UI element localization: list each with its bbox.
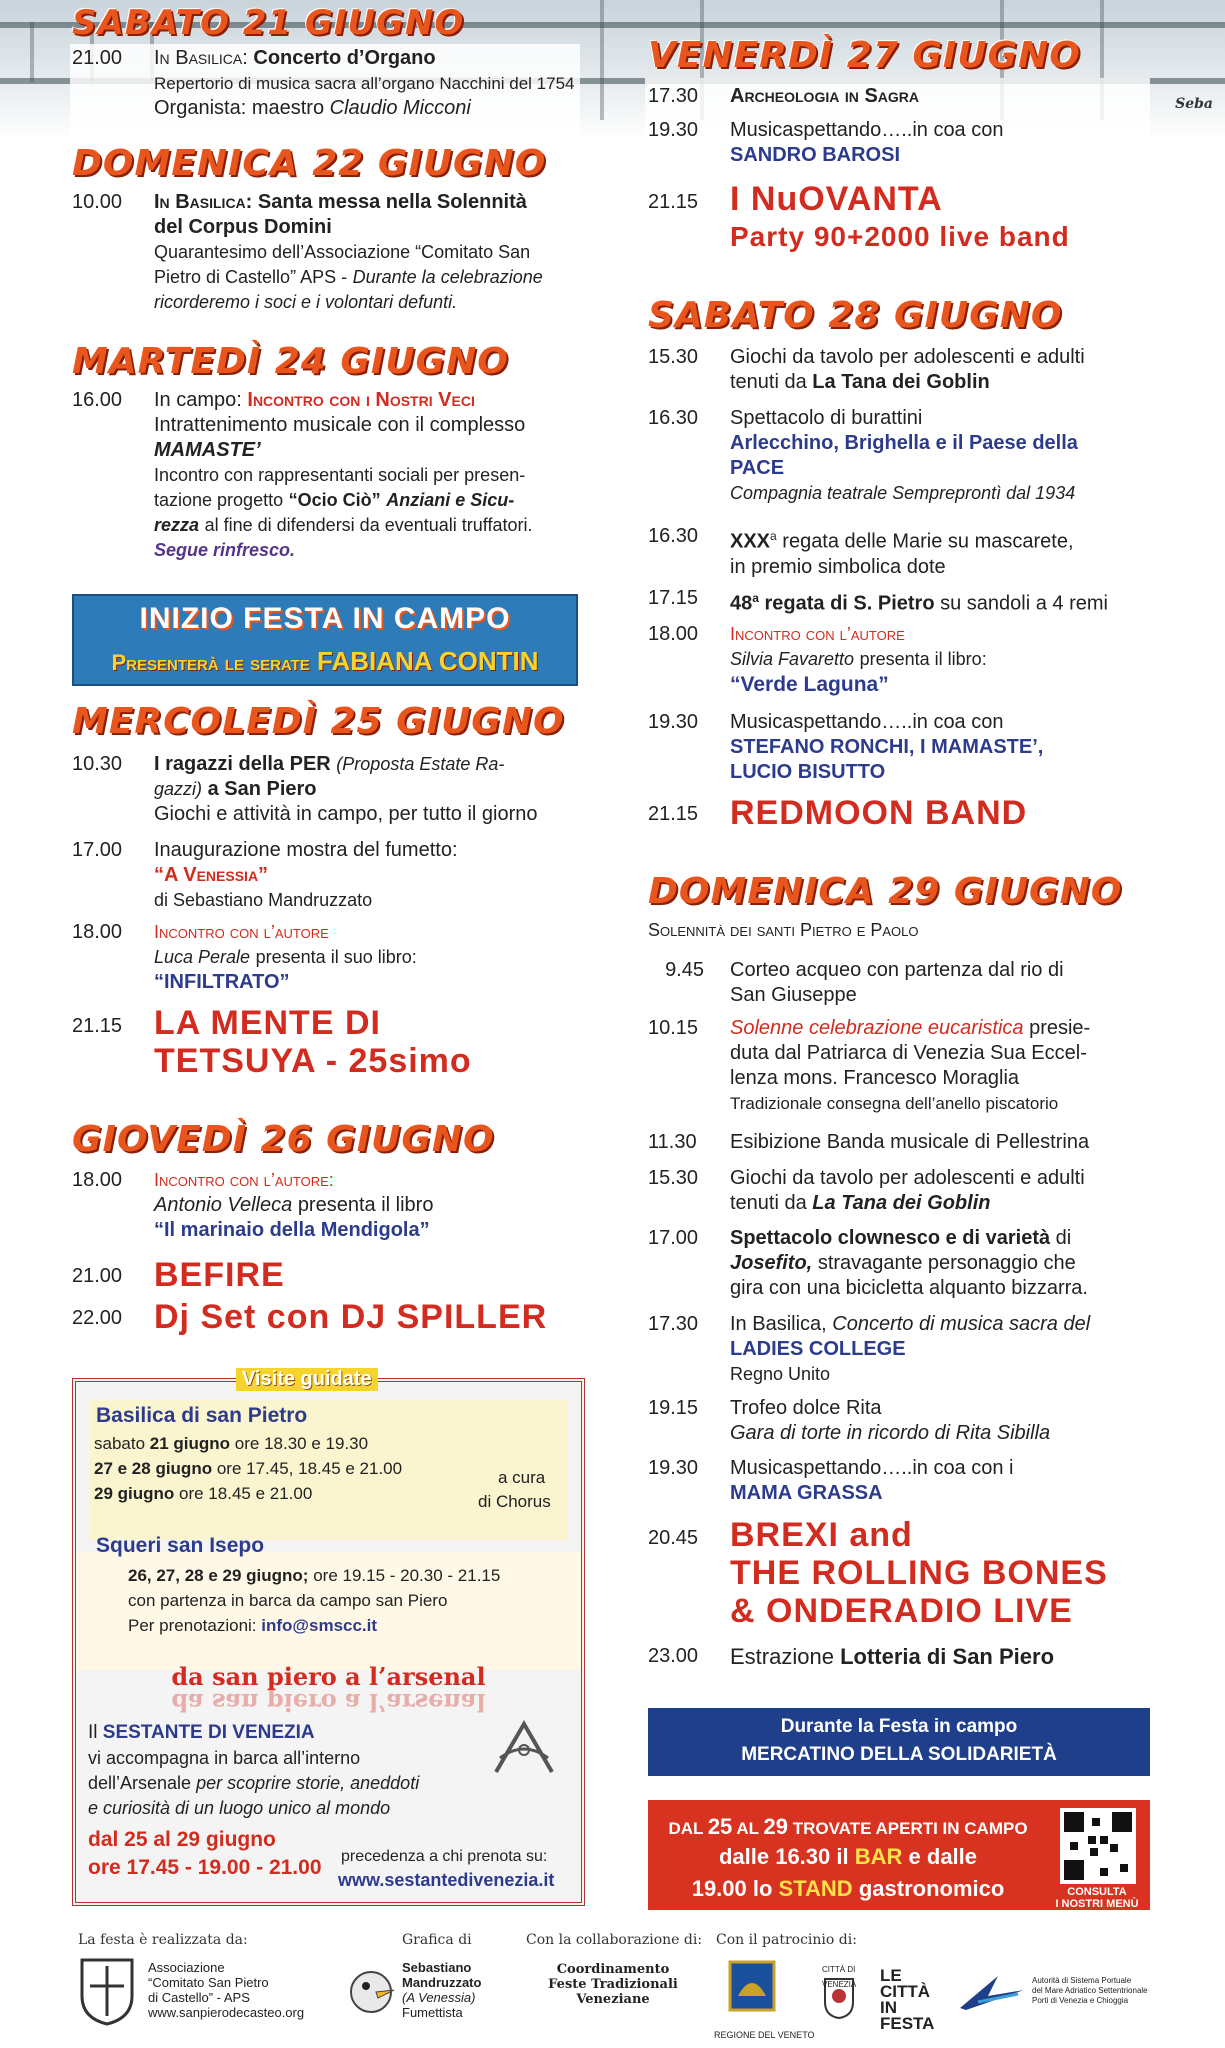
book-title: “Verde Laguna” xyxy=(730,673,889,696)
event-title: Musicaspettando…..in coa con xyxy=(730,711,1004,733)
booking-email[interactable]: info@smscc.it xyxy=(261,1616,378,1635)
menu-caption-1: CONSULTA xyxy=(1067,1886,1127,1898)
basilica-line-2 xyxy=(94,1459,402,1479)
author-name: Silvia Favaretto xyxy=(730,649,855,669)
arsenal-line-3 xyxy=(88,1773,419,1794)
day-subtitle-dom29: Solennità dei santi Pietro e Paolo xyxy=(648,920,919,940)
menu-qr-code-icon[interactable] xyxy=(1060,1808,1136,1884)
arsenal-line-1 xyxy=(88,1722,315,1744)
event-title: Incontro con l’autore xyxy=(154,922,329,942)
graphics-line: (A Venessia) xyxy=(402,1990,476,2005)
bar-text: 19.00 lo xyxy=(691,1876,773,1901)
lottery-name: Lotteria di San Piero xyxy=(840,1644,1055,1669)
event-desc: stravagante personaggio che xyxy=(817,1252,1076,1274)
artist-names: STEFANO RONCHI, I MAMASTE’, xyxy=(730,736,1044,758)
tour-times: ore 18.30 e 19.30 xyxy=(234,1434,369,1453)
arsenal-text: per scoprire storie, aneddoti xyxy=(196,1773,420,1793)
event-title: Spettacolo clownesco e di varietà xyxy=(730,1227,1051,1249)
association-line: “Comitato San Pietro xyxy=(148,1975,269,1990)
tour-times: ore 17.45, 18.45 e 21.00 xyxy=(216,1459,403,1478)
basilica-title: Basilica di san Pietro xyxy=(96,1404,308,1427)
graphics-info xyxy=(402,1960,481,2020)
exhibit-title: “A Venessia” xyxy=(154,864,269,886)
event-time: 21.15 xyxy=(648,803,699,825)
solidarity-market-banner xyxy=(648,1708,1150,1776)
show-title-2: PACE xyxy=(730,457,785,479)
event-time: 16.30 xyxy=(648,525,699,547)
bar-date: 25 xyxy=(707,1814,733,1839)
event-desc: presie- xyxy=(1029,1017,1091,1039)
arsenal-times: ore 17.45 - 19.00 - 21.00 xyxy=(88,1856,322,1879)
event-title: regata di S. Pietro xyxy=(764,592,935,615)
collab-info xyxy=(548,1962,678,2007)
band-name: MAMASTE’ xyxy=(154,439,261,461)
day-heading-mar24: MARTEDÌ 24 GIUGNO xyxy=(72,341,509,382)
event-desc: duta dal Patriarca di Venezia Sua Eccel- xyxy=(730,1042,1087,1064)
event-desc: presenta il libro xyxy=(297,1194,434,1216)
event-desc: Quarantesimo dell’Associazione “Comitato San xyxy=(154,242,531,262)
graphics-line: Sebastiano xyxy=(402,1960,472,1975)
book-title: “Il marinaio della Mendigola” xyxy=(154,1219,430,1241)
guided-tours-box xyxy=(72,1368,585,1906)
event-title: Estrazione xyxy=(730,1644,834,1669)
event-desc: lenza mons. Francesco Moraglia xyxy=(730,1067,1020,1089)
event-title: Archeologia in Sagra xyxy=(730,85,920,107)
headline-act: REDMOON BAND xyxy=(730,794,1028,832)
headline-act: Dj Set con DJ SPILLER xyxy=(154,1298,548,1336)
event-desc: in premio simbolica dote xyxy=(730,555,946,578)
event-desc: su sandoli a 4 remi xyxy=(940,592,1108,615)
bar-highlight: BAR xyxy=(854,1844,903,1869)
artist-signature: Seba xyxy=(1175,96,1213,112)
banner-title: INIZIO FESTA IN CAMPO xyxy=(139,602,511,635)
event-place: In Basilica, xyxy=(730,1313,827,1335)
headline-act-2: Party 90+2000 live band xyxy=(730,221,1070,252)
veneto-region-logo-icon xyxy=(728,1960,776,2012)
organist-name: Claudio Micconi xyxy=(329,97,471,119)
organizer-name: La Tana dei Goblin xyxy=(812,371,990,393)
event-title: Giochi da tavolo per adolescenti e adulti xyxy=(730,346,1085,368)
bar-stand-box xyxy=(648,1800,1150,1910)
event-time: 21.00 xyxy=(72,47,123,69)
event-desc: di Sebastiano Mandruzzato xyxy=(154,890,373,910)
event-desc: (Proposta Estate Ra- xyxy=(336,754,505,774)
event-desc: Giochi e attività in campo, per tutto il giorno xyxy=(154,803,538,825)
curator-line-1: a cura xyxy=(498,1468,546,1487)
event-time: 17.30 xyxy=(648,85,699,107)
arsenal-text: dell’Arsenale xyxy=(88,1773,192,1793)
booking-label: Per prenotazioni: xyxy=(128,1616,257,1635)
tour-date: 27 e 28 giugno xyxy=(94,1459,213,1478)
event-title: Incontro con i Nostri Veci xyxy=(247,389,475,411)
event-desc: ricorderemo i soci e i volontari defunti. xyxy=(154,292,458,312)
tour-day-label: sabato xyxy=(94,1434,146,1453)
event-time: 17.00 xyxy=(72,839,123,861)
event-title: Musicaspettando…..in coa con i xyxy=(730,1457,1014,1479)
event-time: 11.30 xyxy=(648,1131,697,1153)
event-desc: Repertorio di musica sacra all’organo Nacchini del 1754 xyxy=(154,74,575,93)
event-title: regata delle Marie su mascarete, xyxy=(782,530,1074,553)
event-time: 10.30 xyxy=(72,753,123,775)
footer-graphics-label: Grafica di xyxy=(402,1932,472,1948)
event-time: 19.30 xyxy=(648,711,699,733)
guided-tours-tag: Visite guidate xyxy=(236,1368,378,1391)
event-desc: Pietro di Castello” APS - xyxy=(154,267,348,287)
event-time: 18.00 xyxy=(648,623,699,645)
event-time: 19.30 xyxy=(648,1457,699,1479)
event-title: Incontro con l’autore: xyxy=(154,1170,334,1190)
event-time: 19.15 xyxy=(648,1397,699,1419)
event-title: Giochi da tavolo per adolescenti e adulti xyxy=(730,1167,1085,1189)
stand-highlight: STAND xyxy=(778,1876,853,1901)
event-title: Spettacolo di burattini xyxy=(730,407,923,429)
event-title: Concerto d’Organo xyxy=(253,47,436,69)
day-heading-ven27: VENERDÌ 27 GIUGNO xyxy=(648,35,1081,76)
day-heading-sab28: SABATO 28 GIUGNO xyxy=(648,295,1063,336)
citta-in-festa-logo xyxy=(880,1968,934,2032)
event-desc: di xyxy=(1055,1227,1072,1249)
author-name: Antonio Velleca xyxy=(154,1194,293,1216)
collab-line: Veneziane xyxy=(576,1992,650,2007)
event-title: Concerto di musica sacra del xyxy=(832,1313,1091,1335)
event-note: Tradizionale consegna dell’anello piscatorio xyxy=(730,1094,1059,1113)
market-line-2: MERCATINO DELLA SOLIDARIETÀ xyxy=(741,1744,1057,1765)
event-time: 15.30 xyxy=(648,346,699,368)
company-name: Compagnia teatrale Sempreprontì dal 1934 xyxy=(730,483,1076,503)
event-desc: Organista: maestro xyxy=(154,97,325,119)
headline-act: LA MENTE DI xyxy=(154,1004,381,1042)
banner-subtitle xyxy=(74,646,576,677)
squeri-line-1 xyxy=(128,1566,500,1586)
event-title: Esibizione Banda musicale di Pellestrina xyxy=(730,1131,1090,1153)
tour-date: 29 giugno xyxy=(94,1484,175,1503)
arsenal-dates: dal 25 al 29 giugno xyxy=(88,1828,276,1851)
artist-name: MAMA GRASSA xyxy=(730,1482,883,1504)
refreshment-note: Segue rinfresco. xyxy=(154,540,296,560)
event-title: Inaugurazione mostra del fumetto: xyxy=(154,839,458,861)
tour-times: ore 18.45 e 21.00 xyxy=(179,1484,313,1503)
arsenal-title: da san piero a l’arsenal xyxy=(171,1662,486,1691)
event-time: 21.15 xyxy=(648,191,699,213)
event-title: Trofeo dolce Rita xyxy=(730,1397,882,1419)
event-time: 16.30 xyxy=(648,407,699,429)
book-title: “INFILTRATO” xyxy=(154,971,290,993)
bar-text: gastronomico xyxy=(858,1876,1005,1901)
arsenal-line-4: e curiosità di un luogo unico al mondo xyxy=(88,1798,391,1818)
sextant-logo-icon xyxy=(486,1718,564,1776)
day-heading-dom29: DOMENICA 29 GIUGNO xyxy=(648,871,1123,912)
bar-text: TROVATE APERTI IN CAMPO xyxy=(792,1819,1028,1838)
bar-text: dalle 16.30 il xyxy=(718,1844,849,1869)
sestante-website[interactable]: www.sestantedivenezia.it xyxy=(338,1870,555,1890)
event-time: 9.45 xyxy=(665,959,704,981)
project-name-2: Anziani e Sicu- xyxy=(386,490,515,510)
event-title: Corteo acqueo con partenza dal rio di xyxy=(730,959,1064,981)
festival-start-banner xyxy=(72,594,578,686)
bar-line-3 xyxy=(648,1876,1048,1902)
event-time: 18.00 xyxy=(72,921,123,943)
organizer-name: La Tana dei Goblin xyxy=(812,1192,991,1214)
event-time: 20.45 xyxy=(648,1527,699,1549)
bar-text: DAL xyxy=(668,1819,704,1838)
sestante-name: SESTANTE DI VENEZIA xyxy=(102,1722,315,1743)
association-info xyxy=(148,1960,304,2020)
footer-patronage-label: Con il patrocinio di: xyxy=(716,1932,857,1948)
citta-in-festa-line: FESTA xyxy=(880,2014,935,2033)
port-authority-line: del Mare Adriatico Settentrionale xyxy=(1032,1986,1148,1995)
artist-names-2: LUCIO BISUTTO xyxy=(730,761,886,783)
event-desc: Incontro con rappresentanti sociali per presen- xyxy=(154,465,526,485)
veneto-caption: REGIONE DEL VENETO xyxy=(714,2030,815,2040)
event-time: 23.00 xyxy=(648,1645,699,1667)
headline-act-2: THE ROLLING BONES xyxy=(730,1554,1108,1592)
bar-text: AL xyxy=(736,1819,759,1838)
event-time: 19.30 xyxy=(648,119,699,141)
event-desc: Intrattenimento musicale con il complesso xyxy=(154,414,526,436)
day-heading-gio26: GIOVEDÌ 26 GIUGNO xyxy=(72,1119,495,1160)
performer-name: Josefito, xyxy=(730,1252,813,1274)
headline-act: I NuOVANTA xyxy=(730,180,943,218)
port-authority-line: Autorità di Sistema Portuale xyxy=(1032,1976,1132,1985)
choir-origin: Regno Unito xyxy=(730,1364,831,1384)
event-time: 10.00 xyxy=(72,191,123,213)
tour-date: 26, 27, 28 e 29 giugno; xyxy=(128,1566,309,1585)
port-authority-line: Porti di Venezia e Chioggia xyxy=(1032,1996,1129,2005)
event-place: In Basilica: xyxy=(154,191,253,213)
day-heading-mer25: MERCOLEDÌ 25 GIUGNO xyxy=(72,701,565,742)
collab-line: Feste Tradizionali xyxy=(548,1977,678,1992)
association-line: di Castello” - APS xyxy=(148,1990,250,2005)
citta-in-festa-line: LE xyxy=(880,1966,902,1985)
port-authority-logo-icon xyxy=(958,1972,1026,2012)
event-desc: al fine di difendersi da eventuali truffatori. xyxy=(204,515,533,535)
graphics-line: Mandruzzato xyxy=(402,1975,482,1990)
event-place: In Basilica: xyxy=(154,47,248,69)
event-time: 21.00 xyxy=(72,1265,123,1287)
project-name: “Ocio Ciò” xyxy=(288,490,381,510)
venezia-caption: CITTÀ DI VENEZIA xyxy=(822,1965,857,1989)
tour-times: ore 19.15 - 20.30 - 21.15 xyxy=(313,1566,501,1585)
cartoonist-bird-icon xyxy=(346,1962,396,2016)
bar-line-1 xyxy=(648,1814,1048,1840)
event-title: Solenne celebrazione eucaristica xyxy=(730,1017,1024,1039)
event-desc: presenta il libro: xyxy=(859,649,987,669)
event-time: 15.30 xyxy=(648,1167,699,1189)
choir-name: LADIES COLLEGE xyxy=(730,1338,906,1360)
headline-act-3: & ONDERADIO LIVE xyxy=(730,1592,1073,1630)
footer-collab-label: Con la collaborazione di: xyxy=(526,1932,703,1948)
bar-line-2 xyxy=(648,1844,1048,1870)
event-desc: Durante la celebrazione xyxy=(352,267,543,287)
tour-date: 21 giugno xyxy=(149,1434,231,1453)
event-title: Santa messa nella Solennità xyxy=(257,191,527,213)
menu-caption xyxy=(1050,1886,1144,1910)
artist-name: SANDRO BAROSI xyxy=(730,144,901,166)
bar-date: 29 xyxy=(763,1814,788,1839)
regata-number: XXX xyxy=(730,530,771,553)
ordinal-sup: a xyxy=(752,591,759,605)
event-time: 16.00 xyxy=(72,389,123,411)
association-crest-icon xyxy=(78,1956,136,2026)
event-title: I ragazzi della PER xyxy=(154,753,331,775)
curator-line-2: di Chorus xyxy=(478,1492,551,1511)
graphics-line: Fumettista xyxy=(402,2005,463,2020)
basilica-line-1 xyxy=(94,1434,368,1454)
event-time: 22.00 xyxy=(72,1307,123,1329)
event-desc: tenuti da xyxy=(730,1192,807,1214)
event-time: 17.30 xyxy=(648,1313,699,1335)
event-desc: tazione progetto xyxy=(154,490,284,510)
banner-presenter-name: FABIANA CONTIN xyxy=(317,646,539,676)
day-heading-dom22: DOMENICA 22 GIUGNO xyxy=(72,143,547,184)
association-website[interactable]: www.sanpierodecasteo.org xyxy=(148,2005,305,2020)
citta-in-festa-line: IN xyxy=(880,1998,897,2017)
event-desc: gazzi) xyxy=(154,779,203,799)
event-time: 10.15 xyxy=(648,1017,699,1039)
event-time: 21.15 xyxy=(72,1015,123,1037)
event-title: Incontro con l’autore xyxy=(730,624,905,644)
bar-text: e dalle xyxy=(908,1844,978,1869)
squeri-title: Squeri san Isepo xyxy=(96,1534,265,1557)
author-name: Luca Perale xyxy=(154,947,251,967)
headline-act: BREXI and xyxy=(730,1516,913,1554)
event-title-2: a San Piero xyxy=(207,778,317,800)
market-line-1: Durante la Festa in campo xyxy=(780,1716,1018,1737)
association-line: Associazione xyxy=(148,1960,225,1975)
event-desc: tenuti da xyxy=(730,371,807,393)
event-place: In campo: xyxy=(154,389,242,411)
event-desc: Gara di torte in ricordo di Rita Sibilla xyxy=(730,1422,1051,1444)
day-heading-sab21: SABATO 21 GIUGNO xyxy=(72,3,465,43)
event-time: 18.00 xyxy=(72,1169,123,1191)
event-desc: gira con una bicicletta alquanto bizzarra. xyxy=(730,1277,1088,1299)
regata-number: 48 xyxy=(730,592,753,615)
port-authority-caption xyxy=(1032,1976,1148,2006)
precedence-note: precedenza a chi prenota su: xyxy=(341,1848,548,1865)
squeri-line-3 xyxy=(128,1616,377,1636)
arsenal-text: Il xyxy=(88,1722,98,1743)
event-time: 17.00 xyxy=(648,1227,699,1249)
banner-presenter-label: Presenterà le serate xyxy=(111,650,310,675)
headline-act: BEFIRE xyxy=(154,1256,285,1294)
headline-act-2: TETSUYA - 25simo xyxy=(154,1042,472,1080)
project-name-3: rezza xyxy=(154,515,200,535)
show-title: Arlecchino, Brighella e il Paese della xyxy=(730,432,1078,454)
event-title-2: del Corpus Domini xyxy=(154,216,332,238)
menu-caption-2: I NOSTRI MENÙ xyxy=(1055,1898,1139,1910)
arsenal-title-reflection: da san piero a l’arsenal xyxy=(171,1688,486,1717)
squeri-line-2: con partenza in barca da campo san Piero xyxy=(128,1591,448,1610)
event-time: 17.15 xyxy=(648,587,699,609)
ordinal-sup: a xyxy=(770,529,777,543)
citta-in-festa-line: CITTÀ xyxy=(880,1982,931,2001)
basilica-line-3 xyxy=(94,1484,312,1504)
event-title: Musicaspettando…..in coa con xyxy=(730,119,1004,141)
arsenal-line-2: vi accompagna in barca all’interno xyxy=(88,1748,361,1768)
collab-line: Coordinamento xyxy=(556,1962,670,1977)
event-desc: San Giuseppe xyxy=(730,984,857,1006)
event-desc: presenta il suo libro: xyxy=(255,947,417,967)
footer-organizer-label: La festa è realizzata da: xyxy=(78,1932,248,1948)
